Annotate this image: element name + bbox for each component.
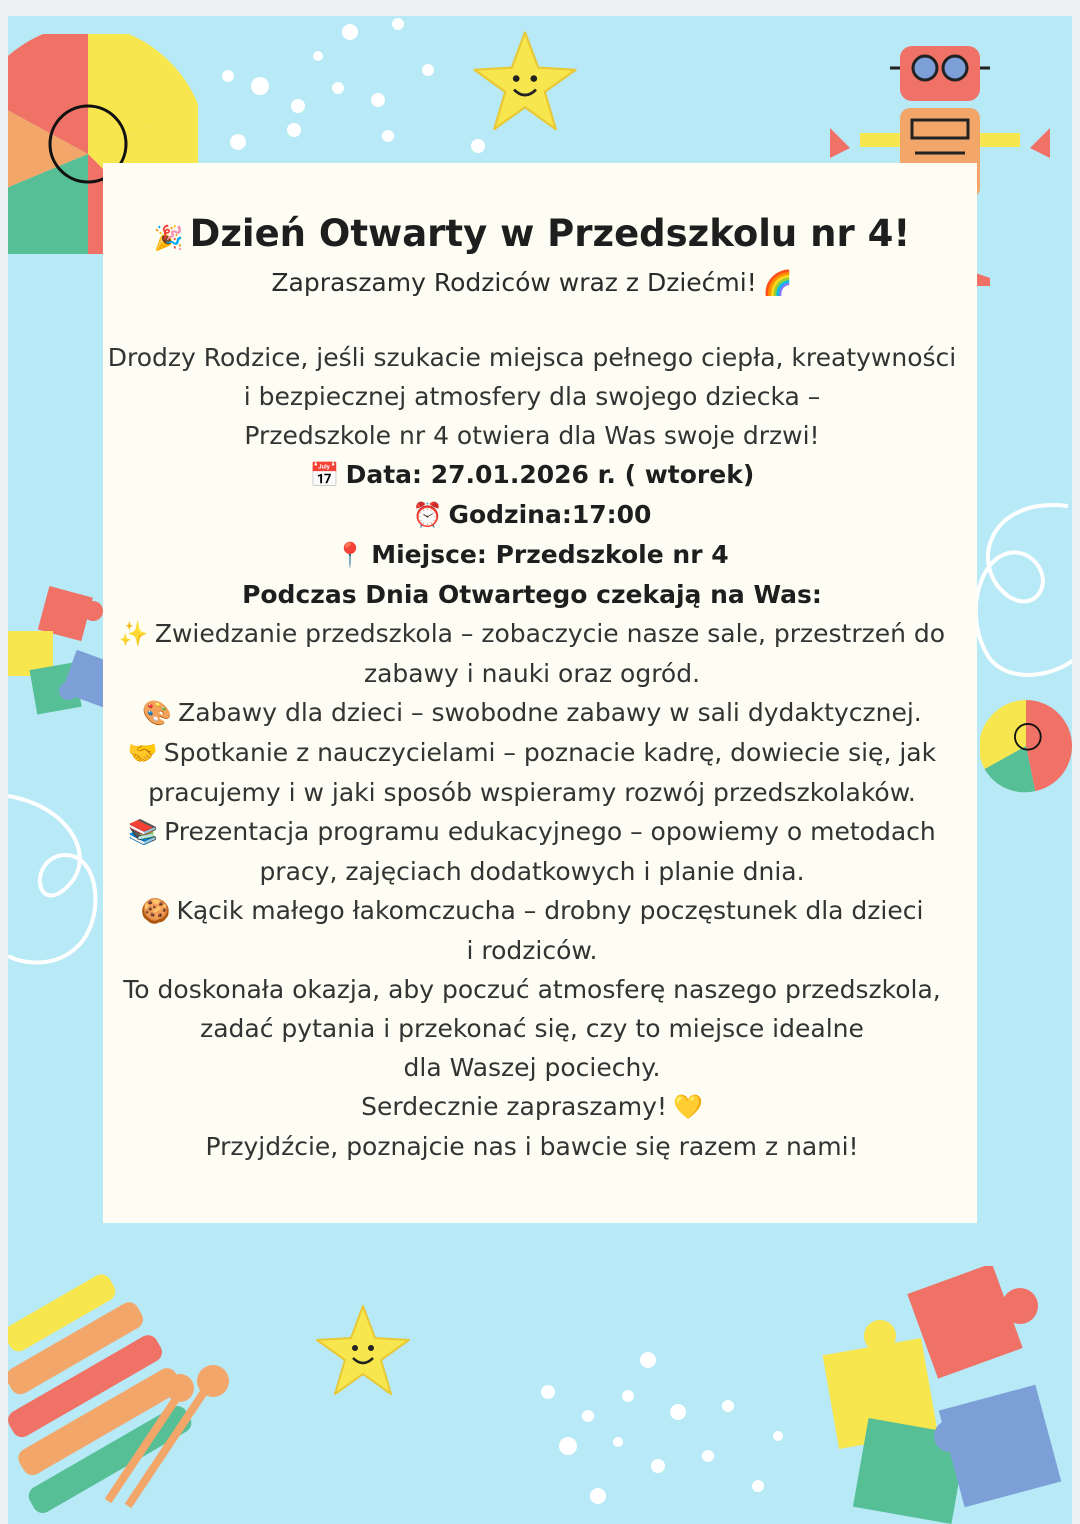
event-date [87,455,977,495]
page-title [87,210,977,262]
activity-program [87,812,977,852]
closing-line-3: dla Waszej pociechy. [403,1053,661,1082]
event-time-text: Godzina:17:00 [448,500,652,529]
closing-invite [87,1087,977,1127]
beach-ball-icon [980,696,1072,796]
activity-teachers [87,733,977,773]
activity-games-text: Zabawy dla dzieci – swobodne zabawy w sali dydaktycznej. [178,698,922,727]
activity-program-text: Prezentacja programu edukacyjnego – opowiemy o metodach [164,817,936,846]
activity-snack [87,891,977,931]
palette-icon: 🎨 [142,699,173,727]
activity-snack-cont: i rodziców. [466,936,598,965]
poster-content [87,210,977,1166]
activity-snack-text: Kącik małego łakomczucha – drobny poczęstunek dla dzieci [176,896,924,925]
rainbow-icon: 🌈 [762,269,793,297]
dots-decoration [198,16,498,166]
activity-games [87,693,977,733]
intro-line-1: Drodzy Rodzice, jeśli szukacie miejsca pełnego ciepła, kreatywności [107,343,957,372]
subtitle [87,266,977,300]
event-date-text: Data: 27.01.2026 r. ( wtorek) [345,460,755,489]
handshake-icon: 🤝 [127,739,158,767]
event-place [87,535,977,575]
closing-invite-text: Serdecznie zapraszamy! [361,1092,667,1121]
subtitle-text: Zapraszamy Rodziców wraz z Dziećmi! [271,268,757,297]
intro-line-2: i bezpiecznej atmosfery dla swojego dziecka – [243,382,821,411]
title-text: Dzień Otwarty w Przedszkolu nr 4! [189,212,911,255]
intro-line-3: Przedszkole nr 4 otwiera dla Was swoje drzwi! [244,421,820,450]
smiling-star-icon [313,1302,413,1402]
activity-tour-cont: zabawy i nauki oraz ogród. [363,659,701,688]
puzzle-pieces-icon [820,1266,1072,1524]
activity-teachers-cont: pracujemy i w jaki sposób wspieramy rozwój przedszkolaków. [148,778,916,807]
pin-icon: 📍 [335,541,366,569]
event-place-text: Miejsce: Przedszkole nr 4 [371,540,729,569]
dots-decoration [528,1346,828,1516]
event-time [87,495,977,535]
cookie-icon: 🍪 [140,897,171,925]
activity-teachers-text: Spotkanie z nauczycielami – poznacie kadrę, dowiecie się, jak [163,738,937,767]
books-icon: 📚 [128,818,159,846]
closing-line-2: zadać pytania i przekonać się, czy to miejsce idealne [200,1014,864,1043]
yellow-heart-icon: 💛 [672,1093,703,1121]
xylophone-icon [8,1256,248,1516]
calendar-icon: 📅 [309,461,340,489]
alarm-clock-icon: ⏰ [412,501,443,529]
sparkles-icon: ✨ [118,620,149,648]
activity-tour-text: Zwiedzanie przedszkola – zobaczycie nasze sale, przestrzeń do [154,619,946,648]
closing-final: Przyjdźcie, poznajcie nas i bawcie się razem z nami! [205,1132,859,1161]
section-heading: Podczas Dnia Otwartego czekają na Was: [242,580,822,609]
smiling-star-icon [470,28,580,138]
activity-tour [87,614,977,654]
activity-program-cont: pracy, zajęciach dodatkowych i planie dnia. [259,857,805,886]
party-popper-icon: 🎉 [153,224,184,252]
closing-line-1: To doskonała okazja, aby poczuć atmosferę naszego przedszkola, [123,975,941,1004]
